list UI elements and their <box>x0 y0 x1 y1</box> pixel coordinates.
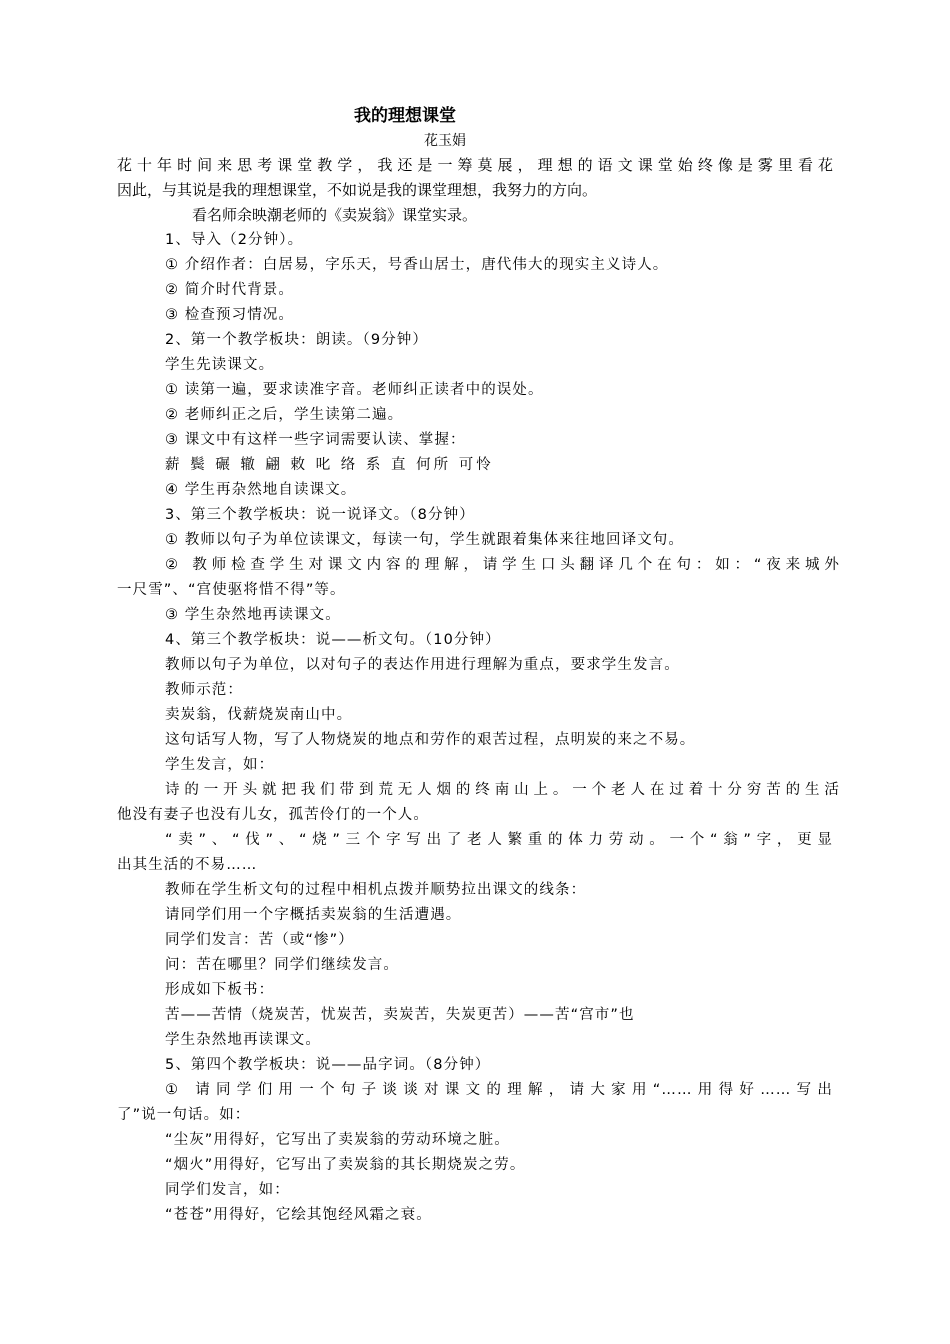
paragraph-line: 问：苦在哪里？同学们继续发言。 <box>165 957 399 973</box>
paragraph-line: 看名师余映潮老师的《卖炭翁》课堂实录。 <box>192 206 478 224</box>
section-heading: 3、第三个教学板块：说一说译文。（8分钟） <box>165 507 475 523</box>
vocabulary-list: 薪 鬓 碾 辙 翩 敕 叱 络 系 直 何所 可怜 <box>165 457 494 473</box>
quoted-verse: 卖炭翁，伐薪烧炭南山中。 <box>165 707 353 723</box>
section-heading: 5、第四个教学板块：说——品字词。（8分钟） <box>165 1057 491 1073</box>
list-item: ③ 课文中有这样一些字词需要认读、掌握： <box>165 432 466 448</box>
list-item: ③ 学生杂然地再读课文。 <box>165 607 341 623</box>
paragraph-line: 教师在学生析文句的过程中相机点拨并顺势拉出课文的线条： <box>165 882 587 898</box>
list-item: ① 读第一遍，要求读准字音。老师纠正读者中的误处。 <box>165 382 544 398</box>
paragraph-line: “尘灰”用得好，它写出了卖炭翁的劳动环境之脏。 <box>165 1132 510 1148</box>
paragraph-line: 出其生活的不易…… <box>117 857 258 873</box>
paragraph-line: “烟火”用得好，它写出了卖炭翁的其长期烧炭之劳。 <box>165 1157 526 1173</box>
section-heading: 1、导入（2分钟）。 <box>165 232 304 248</box>
list-item: ① 教师以句子为单位读课文，每读一句，学生就跟着集体来往地回译文句。 <box>165 532 685 548</box>
list-item: ① 介绍作者：白居易，字乐天，号香山居士，唐代伟大的现实主义诗人。 <box>165 257 669 273</box>
paragraph-line: 学生发言，如： <box>165 757 275 773</box>
paragraph-line: 这句话写人物，写了人物烧炭的地点和劳作的艰苦过程，点明炭的来之不易。 <box>165 732 696 748</box>
list-item: ③ 检查预习情况。 <box>165 307 295 323</box>
paragraph-line: 教师以句子为单位，以对句子的表达作用进行理解为重点，要求学生发言。 <box>165 657 680 673</box>
paragraph-line: 花十年时间来思考课堂教学，我还是一筹莫展，理想的语文课堂始终像是雾里看花 <box>117 156 833 174</box>
paragraph-line: 同学们发言，如： <box>165 1182 290 1198</box>
paragraph-line: 请同学们用一个字概括卖炭翁的生活遭遇。 <box>165 907 462 923</box>
paragraph-line: 学生先读课文。 <box>165 357 275 373</box>
paragraph-line: “苍苍”用得好，它绘其饱经风霜之衰。 <box>165 1207 432 1223</box>
paragraph-line: 教师示范： <box>165 682 243 698</box>
section-heading: 2、第一个教学板块：朗读。（9分钟） <box>165 332 428 348</box>
section-heading: 4、第三个教学板块：说——析文句。（10分钟） <box>165 632 501 648</box>
paragraph-line: 同学们发言：苦（或“惨”） <box>165 932 354 948</box>
blackboard-notes: 苦——苦情（烧炭苦，忧炭苦，卖炭苦，失炭更苦）——苦“宫市”也 <box>165 1007 635 1023</box>
paragraph-line: 学生杂然地再读课文。 <box>165 1032 321 1048</box>
paragraph-line: 因此，与其说是我的理想课堂，不如说是我的课堂理想，我努力的方向。 <box>117 181 598 199</box>
paragraph-line: 形成如下板书： <box>165 982 275 998</box>
list-item: ① 请同学们用一个句子谈谈对课文的理解，请大家用“……用得好……写出 <box>165 1082 833 1098</box>
list-item: ② 老师纠正之后，学生读第二遍。 <box>165 407 404 423</box>
paragraph-line: 他没有妻子也没有儿女，孤苦伶仃的一个人。 <box>117 807 429 823</box>
author-name: 花玉娟 <box>424 133 466 149</box>
list-item: ② 简介时代背景。 <box>165 282 295 298</box>
document-title: 我的理想课堂 <box>354 106 456 126</box>
list-item-continued: 一尺雪”、“宫使驱将惜不得”等。 <box>117 582 346 598</box>
list-item: ④ 学生再杂然地自读课文。 <box>165 482 357 498</box>
paragraph-line: 诗的一开头就把我们带到荒无人烟的终南山上。一个老人在过着十分穷苦的生活 <box>165 782 840 798</box>
paragraph-line: “卖”、“伐”、“烧”三个字写出了老人繁重的体力劳动。一个“翁”字，更显 <box>165 832 833 848</box>
list-item: ② 教师检查学生对课文内容的理解，请学生口头翻译几个在句：如：“夜来城外 <box>165 557 840 573</box>
list-item-continued: 了”说一句话。如： <box>117 1107 251 1123</box>
